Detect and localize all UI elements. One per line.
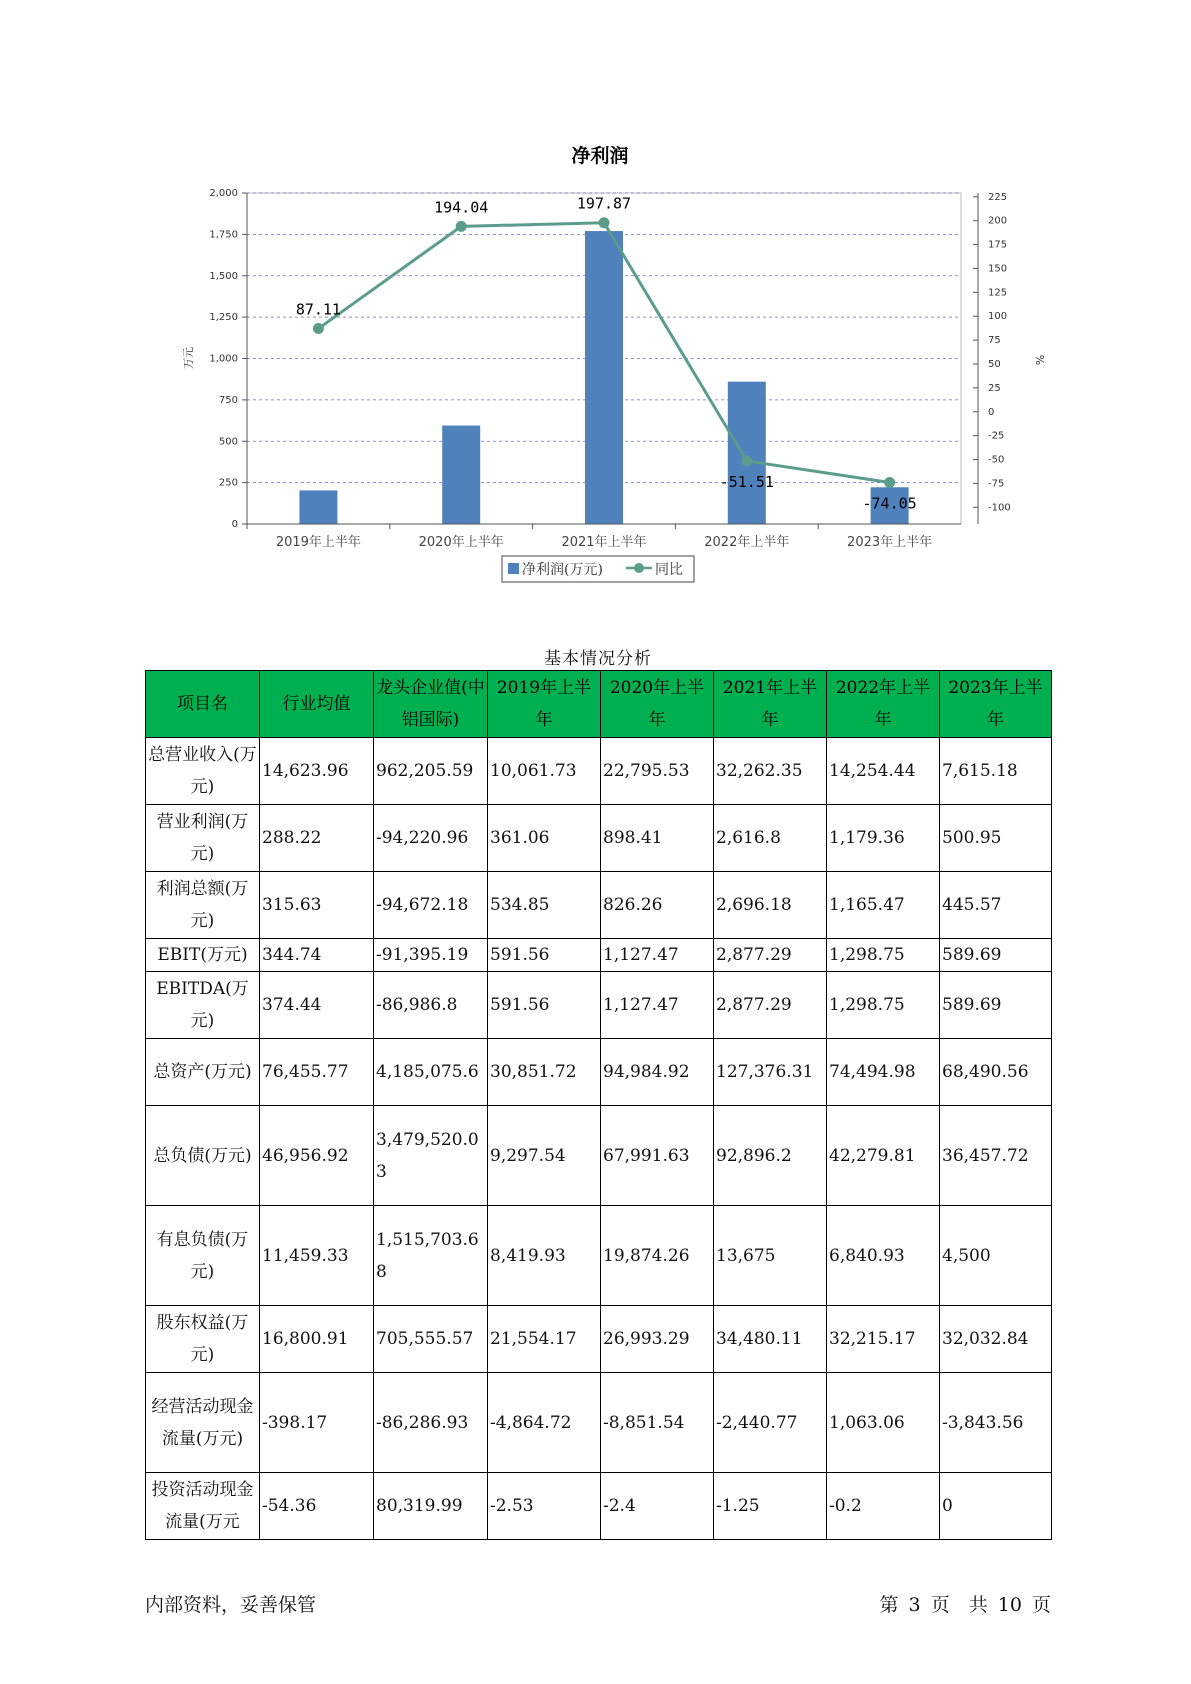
- table-cell: -398.17: [260, 1373, 374, 1473]
- table-cell: 589.69: [940, 972, 1052, 1039]
- yoy-point-4: [741, 455, 752, 466]
- legend-line-label: 同比: [655, 562, 683, 578]
- row-label: 股东权益(万元): [146, 1306, 260, 1373]
- table-row: [146, 805, 1052, 872]
- header-cell-0: 项目名: [146, 671, 260, 738]
- table-cell: 32,215.17: [827, 1306, 940, 1373]
- bar-4: [728, 382, 766, 524]
- table-cell: 1,127.47: [601, 972, 714, 1039]
- x-tick-label: 2021年上半年: [561, 535, 647, 550]
- left-tick-label: 1,000: [209, 353, 238, 365]
- table-cell: 36,457.72: [940, 1106, 1052, 1206]
- table-cell: 11,459.33: [260, 1206, 374, 1306]
- header-cell-7: 2023年上半年: [940, 671, 1052, 738]
- header-cell-4: 2020年上半年: [601, 671, 714, 738]
- table-cell: 500.95: [940, 805, 1052, 872]
- table-row: [146, 939, 1052, 972]
- table-cell: 534.85: [488, 872, 601, 939]
- left-tick-label: 2,000: [209, 188, 238, 199]
- right-tick-label: -100: [988, 502, 1011, 514]
- bar-1: [299, 490, 337, 524]
- table-cell: 3,479,520.03: [374, 1106, 488, 1206]
- table-cell: 1,063.06: [827, 1373, 940, 1473]
- table-cell: 2,616.8: [714, 805, 827, 872]
- table-row: [146, 1473, 1052, 1540]
- table-cell: 13,675: [714, 1206, 827, 1306]
- yoy-data-label-4: -51.51: [719, 472, 774, 491]
- row-label: EBIT(万元): [146, 939, 260, 972]
- table-cell: -4,864.72: [488, 1373, 601, 1473]
- table-cell: 1,179.36: [827, 805, 940, 872]
- page-prefix: 第: [879, 1594, 899, 1616]
- table-cell: 127,376.31: [714, 1039, 827, 1106]
- yoy-point-2: [456, 221, 467, 232]
- table-row: [146, 972, 1052, 1039]
- x-tick-label: 2019年上半年: [275, 535, 361, 550]
- yoy-point-5: [884, 477, 895, 488]
- table-row: [146, 1039, 1052, 1106]
- table-cell: -2,440.77: [714, 1373, 827, 1473]
- right-tick-label: -50: [988, 454, 1005, 466]
- left-tick-label: 1,500: [209, 270, 238, 282]
- yoy-data-label-5: -74.05: [862, 494, 917, 513]
- table-cell: 42,279.81: [827, 1106, 940, 1206]
- table-cell: 445.57: [940, 872, 1052, 939]
- bar-2: [442, 426, 480, 524]
- net-profit-chart: [0, 0, 1191, 640]
- table-cell: 34,480.11: [714, 1306, 827, 1373]
- yoy-point-1: [313, 323, 324, 334]
- table-cell: 374.44: [260, 972, 374, 1039]
- x-tick-label: 2020年上半年: [418, 535, 504, 550]
- table-row: [146, 738, 1052, 805]
- table-cell: 21,554.17: [488, 1306, 601, 1373]
- page-total: 10: [997, 1594, 1022, 1616]
- legend-line-marker: [634, 563, 644, 573]
- table-cell: 1,165.47: [827, 872, 940, 939]
- header-cell-5: 2021年上半年: [714, 671, 827, 738]
- right-tick-label: 50: [988, 358, 1001, 370]
- row-label: 总营业收入(万元): [146, 738, 260, 805]
- right-axis-label: %: [1033, 354, 1046, 366]
- table-cell: -86,286.93: [374, 1373, 488, 1473]
- table-cell: 361.06: [488, 805, 601, 872]
- table-cell: 9,297.54: [488, 1106, 601, 1206]
- table-cell: 705,555.57: [374, 1306, 488, 1373]
- table-cell: -3,843.56: [940, 1373, 1052, 1473]
- table-cell: 826.26: [601, 872, 714, 939]
- row-label: 经营活动现金流量(万元): [146, 1373, 260, 1473]
- table-cell: 2,696.18: [714, 872, 827, 939]
- table-cell: 19,874.26: [601, 1206, 714, 1306]
- table-cell: -54.36: [260, 1473, 374, 1540]
- table-cell: -0.2: [827, 1473, 940, 1540]
- table-cell: -2.53: [488, 1473, 601, 1540]
- table-row: [146, 1373, 1052, 1473]
- table-cell: 591.56: [488, 939, 601, 972]
- left-tick-label: 750: [218, 394, 238, 406]
- x-tick-label: 2022年上半年: [704, 535, 790, 550]
- header-cell-2: 龙头企业值(中铝国际): [374, 671, 488, 738]
- right-tick-label: 200: [988, 215, 1008, 227]
- left-tick-label: 500: [218, 436, 238, 448]
- table-cell: 898.41: [601, 805, 714, 872]
- right-tick-label: 150: [988, 263, 1008, 275]
- legend-bar-label: 净利润(万元): [522, 562, 603, 578]
- yoy-data-label-3: 197.87: [576, 194, 632, 213]
- table-header-row: [146, 671, 1052, 738]
- yoy-data-label-2: 194.04: [434, 198, 489, 217]
- table-cell: 2,877.29: [714, 939, 827, 972]
- right-tick-label: 175: [988, 239, 1008, 251]
- table-cell: 30,851.72: [488, 1039, 601, 1106]
- table-row: [146, 1106, 1052, 1206]
- right-tick-label: -75: [988, 478, 1005, 490]
- table-cell: -86,986.8: [374, 972, 488, 1039]
- table-cell: -94,220.96: [374, 805, 488, 872]
- table-cell: 74,494.98: [827, 1039, 940, 1106]
- yoy-data-label-1: 87.11: [295, 300, 341, 319]
- table-cell: 4,185,075.6: [374, 1039, 488, 1106]
- table-cell: 6,840.93: [827, 1206, 940, 1306]
- table-cell: 14,623.96: [260, 738, 374, 805]
- table-cell: 32,032.84: [940, 1306, 1052, 1373]
- row-label: 总资产(万元): [146, 1039, 260, 1106]
- table-cell: 68,490.56: [940, 1039, 1052, 1106]
- row-label: 投资活动现金流量(万元: [146, 1473, 260, 1540]
- right-tick-label: 25: [988, 382, 1001, 394]
- table-cell: 962,205.59: [374, 738, 488, 805]
- table-cell: 92,896.2: [714, 1106, 827, 1206]
- table-cell: 26,993.29: [601, 1306, 714, 1373]
- right-tick-label: -25: [988, 430, 1005, 442]
- table-cell: 0: [940, 1473, 1052, 1540]
- table-cell: -94,672.18: [374, 872, 488, 939]
- table-cell: 76,455.77: [260, 1039, 374, 1106]
- table-cell: 32,262.35: [714, 738, 827, 805]
- right-tick-label: 225: [988, 191, 1008, 203]
- right-tick-label: 125: [988, 287, 1008, 299]
- table-cell: 14,254.44: [827, 738, 940, 805]
- table-cell: 67,991.63: [601, 1106, 714, 1206]
- table-cell: 4,500: [940, 1206, 1052, 1306]
- header-cell-6: 2022年上半年: [827, 671, 940, 738]
- table-cell: 344.74: [260, 939, 374, 972]
- right-tick-label: 0: [988, 406, 995, 418]
- left-tick-label: 0: [231, 519, 238, 530]
- legend-bar-swatch: [508, 563, 519, 574]
- table-cell: 288.22: [260, 805, 374, 872]
- row-label: 营业利润(万元): [146, 805, 260, 872]
- table-cell: 1,298.75: [827, 972, 940, 1039]
- table-cell: 1,298.75: [827, 939, 940, 972]
- table-cell: 589.69: [940, 939, 1052, 972]
- page-suffix: 页: [1031, 1594, 1051, 1616]
- table-row: [146, 1206, 1052, 1306]
- table-cell: 1,127.47: [601, 939, 714, 972]
- left-tick-label: 250: [218, 477, 238, 489]
- page-mid: 页 共: [930, 1594, 988, 1616]
- table-row: [146, 1306, 1052, 1373]
- table-cell: -1.25: [714, 1473, 827, 1540]
- table-cell: 10,061.73: [488, 738, 601, 805]
- table-caption: 基本情况分析: [544, 649, 652, 669]
- confidential-note: 内部资料，妥善保管: [145, 1594, 317, 1616]
- yoy-point-3: [599, 217, 610, 228]
- right-tick-label: 100: [988, 311, 1008, 323]
- right-tick-label: 75: [988, 335, 1001, 347]
- basic-analysis-table: [145, 670, 1052, 1540]
- table-cell: -2.4: [601, 1473, 714, 1540]
- table-cell: -8,851.54: [601, 1373, 714, 1473]
- table-cell: 2,877.29: [714, 972, 827, 1039]
- row-label: 总负债(万元): [146, 1106, 260, 1206]
- table-cell: 315.63: [260, 872, 374, 939]
- x-tick-label: 2023年上半年: [847, 535, 933, 550]
- table-row: [146, 872, 1052, 939]
- header-cell-1: 行业均值: [260, 671, 374, 738]
- table-cell: 16,800.91: [260, 1306, 374, 1373]
- row-label: 利润总额(万元): [146, 872, 260, 939]
- page-indicator: [875, 1590, 1051, 1617]
- left-tick-label: 1,250: [209, 312, 238, 324]
- left-tick-label: 1,750: [209, 229, 238, 241]
- bar-3: [585, 231, 623, 524]
- table-cell: -91,395.19: [374, 939, 488, 972]
- left-axis-label: 万元: [182, 347, 195, 369]
- table-cell: 80,319.99: [374, 1473, 488, 1540]
- row-label: 有息负债(万元): [146, 1206, 260, 1306]
- table-cell: 94,984.92: [601, 1039, 714, 1106]
- row-label: EBITDA(万元): [146, 972, 260, 1039]
- table-cell: 591.56: [488, 972, 601, 1039]
- table-cell: 22,795.53: [601, 738, 714, 805]
- table-cell: 1,515,703.68: [374, 1206, 488, 1306]
- table-cell: 7,615.18: [940, 738, 1052, 805]
- page-current: 3: [908, 1594, 921, 1616]
- header-cell-3: 2019年上半年: [488, 671, 601, 738]
- table-cell: 46,956.92: [260, 1106, 374, 1206]
- chart-title: 净利润: [571, 145, 629, 167]
- table-cell: 8,419.93: [488, 1206, 601, 1306]
